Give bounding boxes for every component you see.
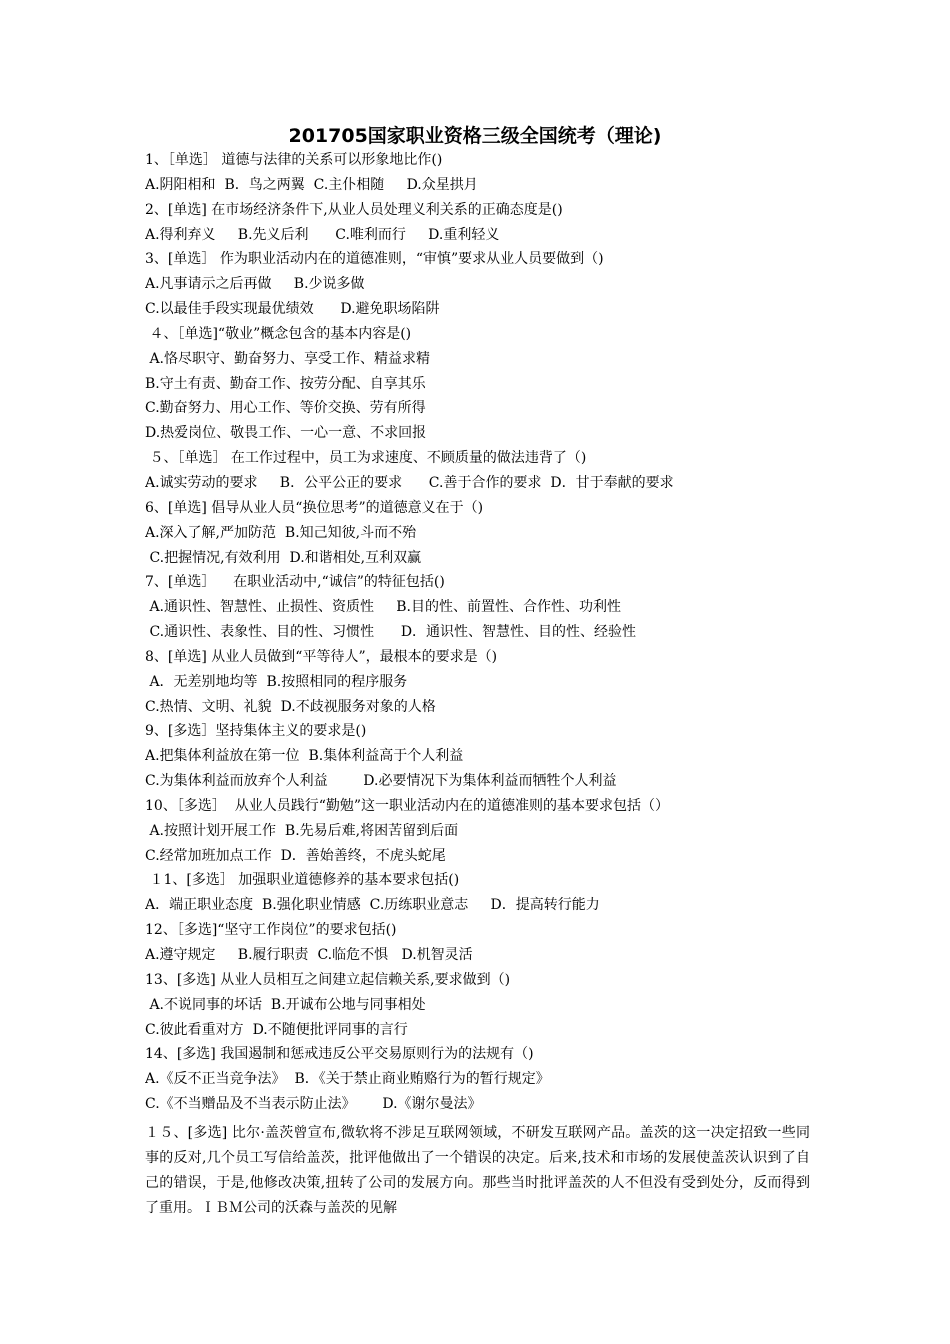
text-line: 3、[单选］ 作为职业活动内在的道德准则，“审慎”要求从业人员要做到（) <box>145 251 604 268</box>
text-line: A.得利弃义 B.先义后利 C.唯利而行 D.重利轻义 <box>145 226 500 243</box>
question-list <box>145 148 810 1117</box>
text-line: ５、［单选］ 在工作过程中，员工为求速度、不顾质量的做法违背了（) <box>145 450 587 467</box>
text-line: C.以最佳手段实现最优绩效 D.避免职场陷阱 <box>145 301 440 318</box>
text-line: C.彼此看重对方 D.不随便批评同事的言行 <box>145 1021 408 1038</box>
text-line: C.为集体利益而放弃个人利益 D.必要情况下为集体利益而牺牲个人利益 <box>145 773 617 790</box>
text-line: D.热爱岗位、敬畏工作、一心一意、不求回报 <box>145 425 427 442</box>
text-line: A.深入了解,严加防范 B.知己知彼,斗而不殆 <box>145 524 417 541</box>
text-line: ４、［单选]“敬业”概念包含的基本内容是() <box>145 325 412 342</box>
text-line: A.按照计划开展工作 B.先易后难,将困苦留到后面 <box>145 822 459 839</box>
document-title: 201705国家职业资格三级全国统考（理论) <box>288 125 662 147</box>
text-line: A.阴阳相和 B．鸟之两翼 C.主仆相随 D.众星拱月 <box>145 176 478 193</box>
text-line: 13、[多选] 从业人员相互之间建立起信赖关系,要求做到（) <box>145 971 511 988</box>
text-line: C.勤奋努力、用心工作、等价交换、劳有所得 <box>145 400 426 417</box>
text-line: C.通识性、表象性、目的性、习惯性 D．通识性、智慧性、目的性、经验性 <box>145 624 637 641</box>
text-line: 8、[单选] 从业人员做到“平等待人”，最根本的要求是（) <box>145 648 498 665</box>
text-line: A.诚实劳动的要求 B．公平公正的要求 C.善于合作的要求 D．甘于奉献的要求 <box>145 474 674 491</box>
text-line: 6、[单选] 倡导从业人员“换位思考”的道德意义在于（) <box>145 499 484 516</box>
text-line: A．端正职业态度 B.强化职业情感 C.历练职业意志 D．提高转行能力 <box>145 897 600 914</box>
text-line: 1、［单选］ 道德与法律的关系可以形象地比作() <box>145 152 443 168</box>
question-15-text: １５、[多选] 比尔·盖茨曾宣布,微软将不涉足互联网领域，不研发互联网产品。盖茨的这一决定招致一些同事的反对,几个员工写信给盖茨，批评他做出了一个错误的决定。后来,技术和市场的发展使盖茨认识到了自己的错误，于是,他修改决策,扭转了公司的发展方向。那些当时批评盖茨的人不但没有受到处分，反而得到了重用。ＩＢＭ公司的沃森与盖茨的见解 <box>145 1125 810 1216</box>
text-line: A.把集体利益放在第一位 B.集体利益高于个人利益 <box>145 748 464 765</box>
text-line: A.遵守规定 B.履行职责 C.临危不惧 D.机智灵活 <box>145 947 473 963</box>
text-line: １1、[多选］ 加强职业道德修养的基本要求包括() <box>145 872 460 889</box>
text-line: A.凡事请示之后再做 B.少说多做 <box>145 276 365 293</box>
text-line: A.不说同事的坏话 B.开诚布公地与同事相处 <box>145 996 426 1013</box>
text-line: C.经常加班加点工作 D．善始善终，不虎头蛇尾 <box>145 847 446 864</box>
text-line: A.《反不正当竞争法》 B．《关于禁止商业贿赂行为的暂行规定》 <box>145 1071 550 1088</box>
text-line: 2、[单选] 在市场经济条件下,从业人员处理义利关系的正确态度是() <box>145 201 563 218</box>
text-line: A．无差别地均等 B.按照相同的程序服务 <box>145 673 408 690</box>
text-line: C.把握情况,有效利用 D.和谐相处,互利双赢 <box>145 549 422 566</box>
text-line: 14、[多选] 我国遏制和惩戒违反公平交易原则行为的法规有（) <box>145 1046 534 1063</box>
text-line: A.通识性、智慧性、止损性、资质性 B.目的性、前置性、合作性、功利性 <box>145 599 621 616</box>
text-line: B.守土有责、勤奋工作、按劳分配、自享其乐 <box>145 375 426 392</box>
text-line: 9、[多选］坚持集体主义的要求是() <box>145 723 367 740</box>
text-line: 10、［多选］ 从业人员践行“勤勉”这一职业活动内在的道德准则的基本要求包括（） <box>145 797 670 814</box>
text-line: 7、[单选］ 在职业活动中,“诚信”的特征包括() <box>145 574 445 591</box>
text-line: 12、［多选]“坚守工作岗位”的要求包括() <box>145 922 397 939</box>
text-line: C.热情、文明、礼貌 D.不歧视服务对象的人格 <box>145 698 436 715</box>
text-line: A.恪尽职守、勤奋努力、享受工作、精益求精 <box>145 350 431 367</box>
text-line: C.《不当赠品及不当表示防止法》 D.《谢尔曼法》 <box>145 1096 482 1113</box>
